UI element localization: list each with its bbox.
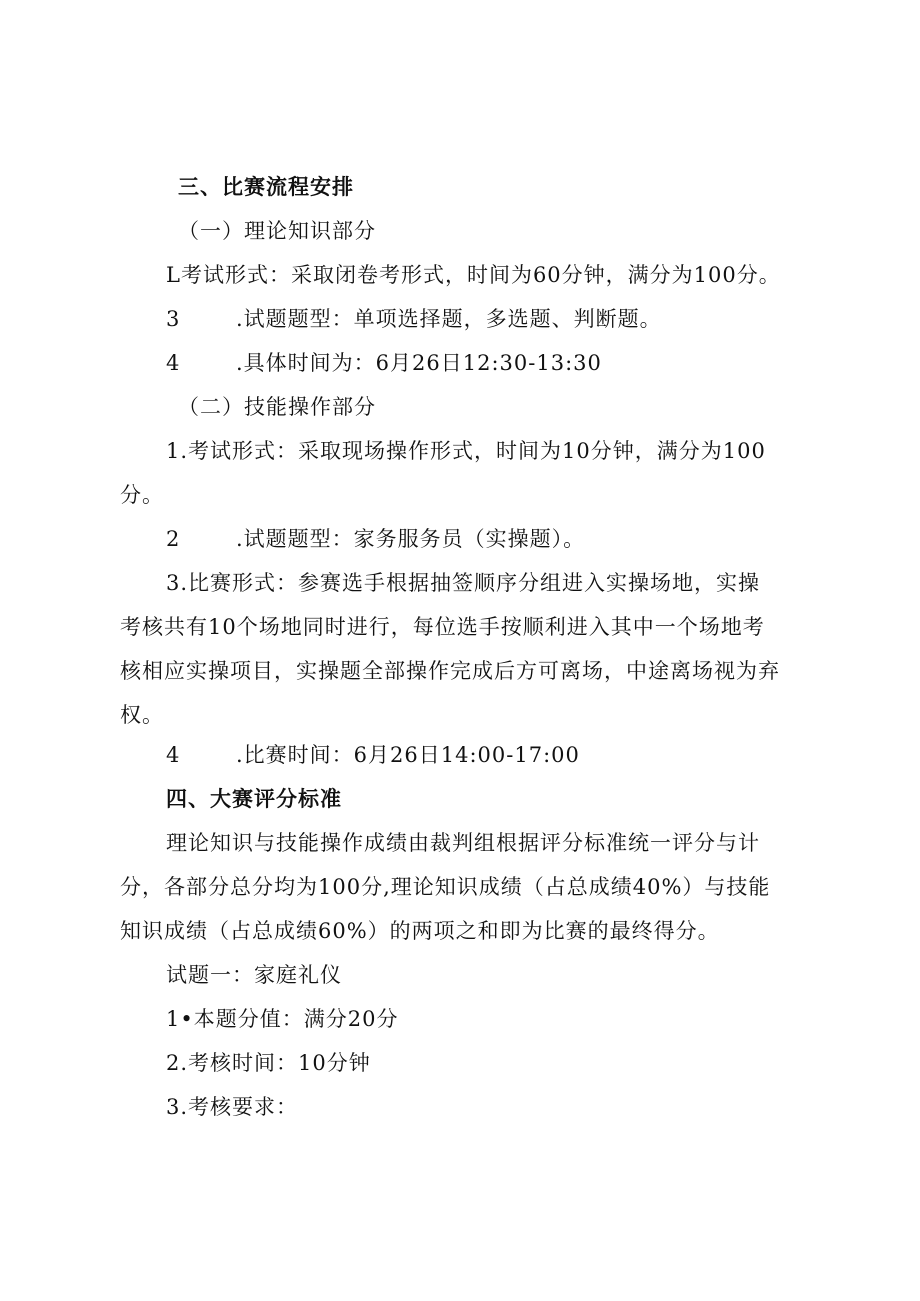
theory-item-3: [166, 304, 662, 334]
question-1-title: 试题一：家庭礼仪: [166, 963, 342, 987]
skill-subheading: （二）技能操作部分: [178, 395, 376, 419]
theory-item-3-text: .试题题型：单项选择题，多选题、判断题。: [236, 307, 662, 331]
theory-subheading: （一）理论知识部分: [178, 219, 376, 243]
question-1-item-1: 1•本题分值：满分20分: [166, 1007, 399, 1031]
section-4-heading: 四、大赛评分标准: [166, 787, 342, 811]
skill-item-2: [166, 524, 585, 554]
scoring-paragraph-line-1: 理论知识与技能操作成绩由裁判组根据评分标准统一评分与计: [166, 831, 760, 855]
skill-item-2-text: .试题题型：家务服务员（实操题）。: [236, 527, 586, 551]
scoring-paragraph-line-3: 知识成绩（占总成绩60%）的两项之和即为比赛的最终得分。: [120, 919, 720, 943]
scoring-paragraph-line-2: 分，各部分总分均为100分,理论知识成绩（占总成绩40%）与技能: [120, 875, 771, 899]
skill-item-3-line-2: 考核共有10个场地同时进行，每位选手按顺利进入其中一个场地考: [120, 615, 765, 639]
skill-item-4-number: 4: [166, 743, 181, 767]
question-1-item-3: 3.考核要求：: [166, 1095, 299, 1119]
skill-item-2-number: 2: [166, 527, 181, 551]
skill-item-1-line-1: 1.考试形式：采取现场操作形式，时间为10分钟，满分为100: [166, 439, 766, 463]
theory-item-3-number: 3: [166, 307, 181, 331]
question-1-item-2: 2.考核时间：10分钟: [166, 1051, 371, 1075]
theory-item-4-text: .具体时间为：6月26日12:30-13:30: [236, 351, 602, 375]
theory-item-4: [166, 348, 602, 378]
skill-item-1-line-2: 分。: [120, 483, 164, 507]
theory-item-4-number: 4: [166, 351, 181, 375]
skill-item-4-text: .比赛时间：6月26日14:00-17:00: [236, 743, 580, 767]
skill-item-3-line-1: 3.比赛形式：参赛选手根据抽签顺序分组进入实操场地，实操: [166, 571, 761, 595]
skill-item-4: [166, 740, 580, 770]
skill-item-3-line-3: 核相应实操项目，实操题全部操作完成后方可离场，中途离场视为弃: [120, 659, 780, 683]
theory-item-1: L考试形式：采取闭卷考形式，时间为60分钟，满分为100分。: [166, 263, 781, 287]
section-3-heading: 三、比赛流程安排: [178, 175, 354, 199]
skill-item-3-line-4: 权。: [120, 703, 164, 727]
